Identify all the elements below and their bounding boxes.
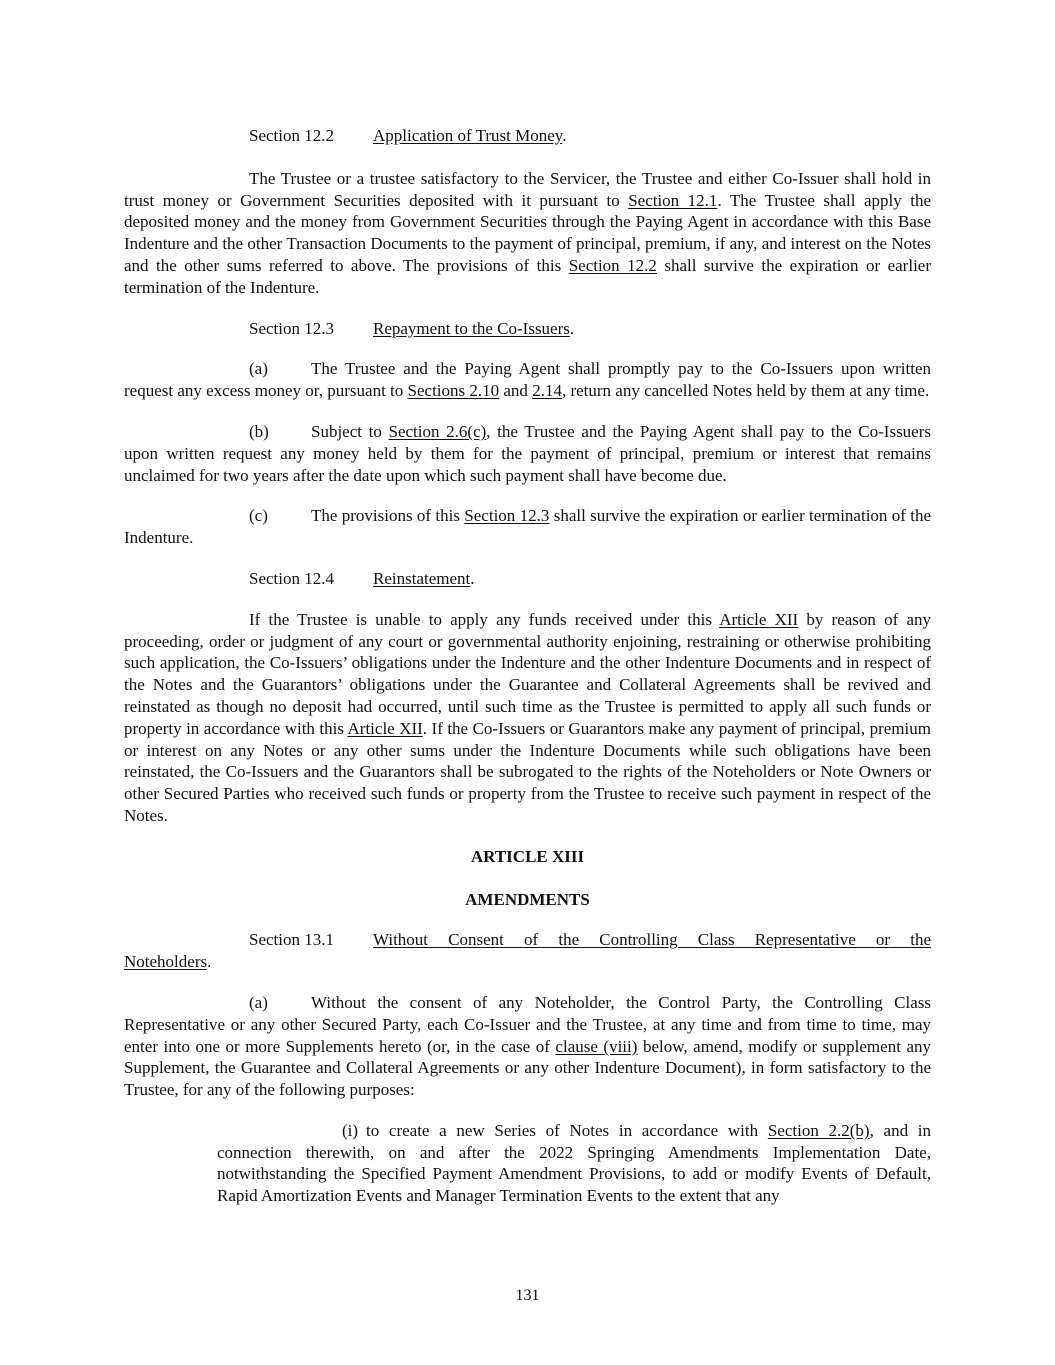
section-title: Repayment to the Co-Issuers [373, 318, 570, 338]
clause-label: (i) [342, 1120, 359, 1140]
section-title: Reinstatement [373, 568, 471, 588]
section-number: Section 12.4 [249, 568, 334, 588]
page-number: 131 [515, 1287, 540, 1304]
clause-i-paragraph: (i) to create a new Series of Notes in accordance with Section 2.2(b), and in connection therewith, on and after the 2022 Springing Amendments Implementation Date, notwithstanding the Specified Payment Amendment Provisions, to add or modify Events of Default, Rapid Amortization Events and Manager Termination Events to the extent that any [217, 1120, 931, 1206]
cross-reference: clause (viii) [555, 1036, 638, 1056]
section-number: Section 12.2 [249, 126, 334, 145]
cross-reference: 2.14 [532, 381, 562, 401]
cross-reference: Section 12.1 [628, 190, 718, 210]
section-12-4-paragraph: If the Trustee is unable to apply any funds received under this Article XII by reason of any proceeding, order or judgment of any court or governmental authority enjoining, restraining or otherwise prohibiting such application, the Co-Issuers’ obligations under the Indenture and the other Indenture Documents and in respect of the Notes and the Guarantors’ obligations under the Guarantee and Collateral Agreements shall be revived and reinstated as though no deposit had occurred, until such time as the Trustee is permitted to apply all such funds or property in accordance with this Article XII. If the Co-Issuers or Guarantors make any payment of principal, premium or interest on any Notes or any other sums under the Indenture Documents while such obligations have been reinstated, the Co-Issuers and the Guarantors shall be subrogated to the rights of the Noteholders or Note Owners or other Secured Parties who received such funds or property from the Trustee to receive such payment in respect of the Notes. [124, 609, 931, 825]
article-number: ARTICLE XIII [470, 846, 585, 866]
cross-reference: Section 12.2 [568, 255, 657, 275]
section-12-2-heading: Section 12.2 Application of Trust Money. [249, 126, 567, 145]
section-title: Application of Trust Money [373, 126, 563, 145]
cross-reference: Article XII [347, 718, 423, 738]
clause-b-paragraph: (b) Subject to Section 2.6(c), the Trustee and the Paying Agent shall pay to the Co-Issuers upon written request any money held by them for the payment of principal, premium or interest that remains unclaimed for two years after the date upon which such payment shall have become due. [124, 421, 932, 485]
section-13-1-heading: Section 13.1 Without Consent of the Controlling Class Representative or the Noteholders. [124, 930, 931, 972]
section-12-4-heading: Section 12.4 Reinstatement. [249, 568, 475, 588]
article-title: AMENDMENTS [465, 889, 590, 909]
cross-reference: Section 12.3 [464, 506, 550, 526]
cross-reference: Section 2.2(b) [767, 1120, 870, 1140]
section-number: Section 13.1 [249, 930, 334, 950]
section-12-2-paragraph: The Trustee or a trustee satisfactory to the Servicer, the Trustee and either Co-Issuer shall hold in trust money or Government Securities deposited with it pursuant to Section 12.1. The Trustee shall apply the deposited money and the money from Government Securities through the Paying Agent in accordance with this Base Indenture and the other Transaction Documents to the payment of principal, premium, if any, and interest on the Notes and the other sums referred to above. The provisions of this Section 12.2 shall survive the expiration or earlier termination of the Indenture. [124, 168, 931, 297]
clause-label: (b) [249, 421, 269, 441]
section-12-3-heading: Section 12.3 Repayment to the Co-Issuers. [249, 318, 575, 338]
clause-label: (c) [249, 506, 268, 526]
cross-reference: Sections 2.10 [407, 381, 500, 401]
clause-a-paragraph: (a) The Trustee and the Paying Agent shall promptly pay to the Co-Issuers upon written request any excess money or, pursuant to Sections 2.10 and 2.14, return any cancelled Notes held by them at any time. [124, 359, 931, 401]
section-title-line-2: Noteholders [124, 952, 208, 972]
section-title-line-1: Without Consent of the Controlling Class Representative or the [373, 930, 931, 950]
cross-reference: Section 2.6(c) [388, 421, 487, 441]
clause-c-paragraph: (c) The provisions of this Section 12.3 shall survive the expiration or earlier termination of the Indenture. [124, 506, 931, 548]
clause-a-paragraph-13-1: (a) Without the consent of any Noteholder, the Control Party, the Controlling Class Representative or any other Secured Party, each Co-Issuer and the Trustee, at any time and from time to time, may enter into one or more Supplements hereto (or, in the case of clause (viii) below, amend, modify or supplement any Supplement, the Guarantee and Collateral Agreements or any other Indenture Document), in form satisfactory to the Trustee, for any of the following purposes: [124, 992, 931, 1100]
clause-label: (a) [249, 359, 268, 379]
cross-reference: Article XII [719, 609, 799, 629]
clause-label: (a) [249, 992, 268, 1012]
document-page [124, 125, 931, 1207]
section-number: Section 12.3 [249, 318, 334, 338]
